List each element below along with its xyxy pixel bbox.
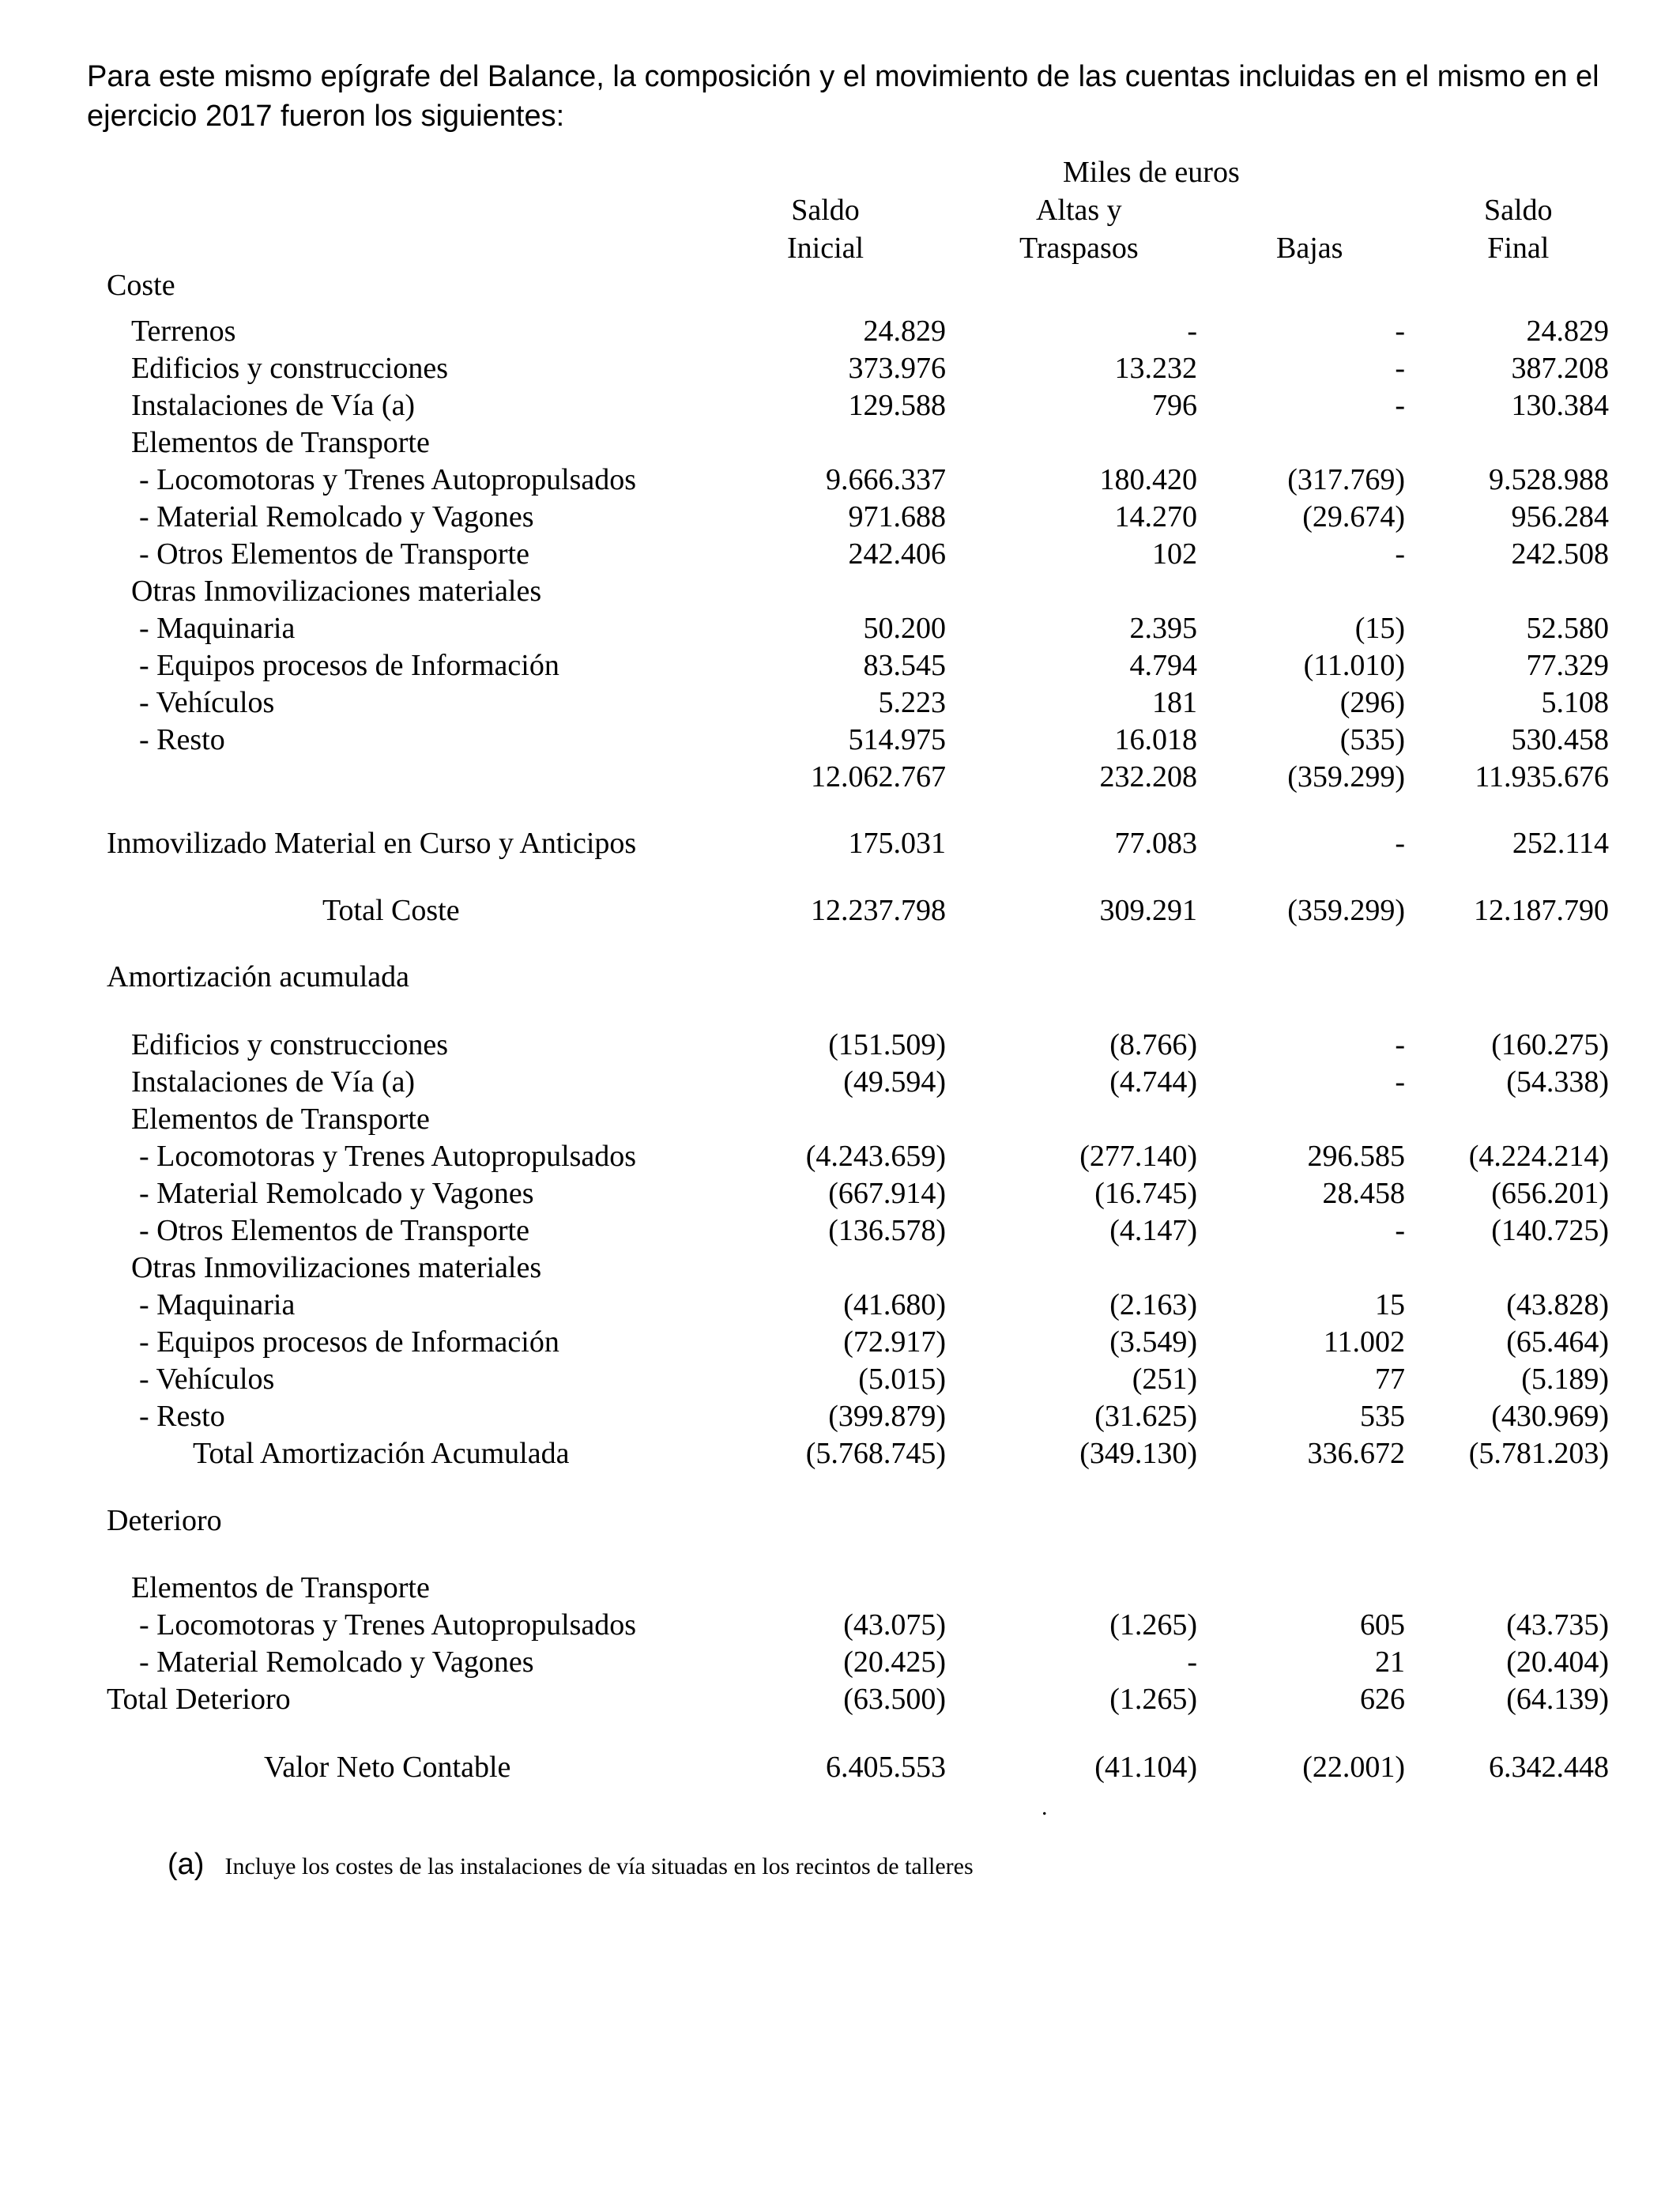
header-line: Traspasos xyxy=(1019,232,1139,265)
row-label: - Locomotoras y Trenes Autopropulsados xyxy=(139,463,637,496)
cell-saldo-inicial: (151.509) xyxy=(828,1028,946,1061)
cell-saldo-inicial: 9.666.337 xyxy=(826,463,946,496)
cell-saldo-inicial: (399.879) xyxy=(828,1400,946,1433)
cell-saldo-final: (430.969) xyxy=(1491,1400,1609,1433)
row-label: Instalaciones de Vía (a) xyxy=(131,389,416,422)
cell-bajas: - xyxy=(1395,827,1405,860)
cell-saldo-inicial: 12.237.798 xyxy=(811,894,946,927)
cell-altas: (3.549) xyxy=(1109,1325,1197,1359)
col-saldo-final-header xyxy=(1484,191,1553,267)
cell-saldo-inicial: 83.545 xyxy=(863,649,946,682)
row-label: - Vehículos xyxy=(139,686,275,719)
cell-bajas: 11.002 xyxy=(1323,1325,1405,1359)
cell-bajas: 21 xyxy=(1375,1646,1405,1679)
cell-bajas: 296.585 xyxy=(1307,1140,1405,1173)
cell-altas: (4.744) xyxy=(1109,1065,1197,1099)
table-row xyxy=(0,684,1680,722)
cell-saldo-final: (65.464) xyxy=(1506,1325,1609,1359)
cell-bajas: (296) xyxy=(1339,686,1405,719)
subtotal-row xyxy=(0,758,1680,796)
row-label: Total Amortización Acumulada xyxy=(193,1437,570,1470)
cell-saldo-final: (20.404) xyxy=(1506,1646,1609,1679)
cell-saldo-inicial: (72.917) xyxy=(843,1325,946,1359)
cell-altas: (1.265) xyxy=(1109,1683,1197,1716)
cell-bajas: 535 xyxy=(1360,1400,1405,1433)
cell-saldo-inicial: 175.031 xyxy=(848,827,946,860)
cell-saldo-inicial: 5.223 xyxy=(878,686,946,719)
cell-saldo-inicial: 971.688 xyxy=(848,500,946,533)
col-altas-header xyxy=(1019,191,1139,267)
cell-bajas: (11.010) xyxy=(1303,649,1405,682)
cell-saldo-final: 6.342.448 xyxy=(1489,1751,1609,1784)
cell-saldo-final: 24.829 xyxy=(1526,315,1609,348)
cell-saldo-final: 530.458 xyxy=(1511,723,1609,756)
stray-dot: . xyxy=(1042,1794,1048,1820)
cell-bajas: - xyxy=(1395,1214,1405,1247)
cell-saldo-inicial: 373.976 xyxy=(848,352,946,385)
row-label: Total Coste xyxy=(322,894,460,927)
table-row xyxy=(0,1397,1680,1435)
row-label: - Locomotoras y Trenes Autopropulsados xyxy=(139,1608,637,1642)
table-row xyxy=(0,824,1680,862)
table-row xyxy=(0,1360,1680,1398)
table-row xyxy=(0,312,1680,350)
cell-saldo-inicial: (20.425) xyxy=(843,1646,946,1679)
cell-altas: 77.083 xyxy=(1114,827,1197,860)
cell-saldo-final: 12.187.790 xyxy=(1474,894,1609,927)
cell-bajas: 336.672 xyxy=(1307,1437,1405,1470)
cell-altas: 16.018 xyxy=(1114,723,1197,756)
cell-saldo-inicial: 242.406 xyxy=(848,537,946,571)
cell-saldo-final: 387.208 xyxy=(1511,352,1609,385)
row-label: Elementos de Transporte xyxy=(131,426,430,459)
section-amortizacion xyxy=(0,958,1680,996)
cell-saldo-final: 9.528.988 xyxy=(1489,463,1609,496)
row-label: - Otros Elementos de Transporte xyxy=(139,1214,529,1247)
cell-altas: 13.232 xyxy=(1114,352,1197,385)
table-row xyxy=(0,1249,1680,1287)
row-label: - Resto xyxy=(139,723,225,756)
table-row xyxy=(0,1026,1680,1064)
cell-saldo-inicial: 6.405.553 xyxy=(826,1751,946,1784)
row-label: - Vehículos xyxy=(139,1363,275,1396)
cell-altas: 181 xyxy=(1152,686,1197,719)
row-label: Terrenos xyxy=(131,315,236,348)
col-bajas-header: Bajas xyxy=(1276,232,1343,265)
table-row xyxy=(0,721,1680,759)
cell-bajas: 15 xyxy=(1375,1288,1405,1321)
row-label: Edificios y construcciones xyxy=(131,352,449,385)
cell-altas: (16.745) xyxy=(1094,1177,1197,1210)
cell-bajas: (535) xyxy=(1339,723,1405,756)
table-row xyxy=(0,609,1680,647)
cell-saldo-inicial: (136.578) xyxy=(828,1214,946,1247)
table-row xyxy=(0,1606,1680,1644)
intro-paragraph: Para este mismo epígrafe del Balance, la composición y el movimiento de las cuentas incluidas en el mismo en el ejercicio 2017 fueron los siguientes: xyxy=(87,60,1599,133)
cell-saldo-inicial: 12.062.767 xyxy=(811,760,946,794)
cell-altas: (8.766) xyxy=(1109,1028,1197,1061)
header-line: Inicial xyxy=(787,232,864,265)
total-deterioro-row xyxy=(0,1680,1680,1718)
valor-neto-row xyxy=(0,1748,1680,1786)
table-row xyxy=(0,1174,1680,1212)
cell-bajas: - xyxy=(1395,315,1405,348)
row-label: Coste xyxy=(107,269,175,302)
cell-saldo-final: (160.275) xyxy=(1491,1028,1609,1061)
row-label: Otras Inmovilizaciones materiales xyxy=(131,575,542,608)
cell-altas: (277.140) xyxy=(1079,1140,1197,1173)
table-row xyxy=(0,1286,1680,1324)
cell-bajas: (15) xyxy=(1354,612,1405,645)
header-line: Final xyxy=(1487,232,1550,265)
row-label: Amortización acumulada xyxy=(107,960,410,993)
row-label: Elementos de Transporte xyxy=(131,1103,430,1136)
cell-saldo-final: 252.114 xyxy=(1512,827,1609,860)
cell-saldo-final: (5.781.203) xyxy=(1468,1437,1609,1470)
row-label: Elementos de Transporte xyxy=(131,1571,430,1604)
cell-saldo-inicial: 24.829 xyxy=(863,315,946,348)
cell-saldo-inicial: (43.075) xyxy=(843,1608,946,1642)
cell-saldo-inicial: 50.200 xyxy=(863,612,946,645)
header-line: Saldo xyxy=(1484,194,1553,227)
total-amortizacion-row xyxy=(0,1434,1680,1472)
table-row xyxy=(0,1212,1680,1250)
table-row xyxy=(0,1063,1680,1101)
cell-saldo-final: 956.284 xyxy=(1511,500,1609,533)
row-label: - Equipos procesos de Información xyxy=(139,649,559,682)
cell-saldo-final: 11.935.676 xyxy=(1475,760,1609,794)
table-row xyxy=(0,1643,1680,1681)
cell-bajas: - xyxy=(1395,537,1405,571)
cell-saldo-inicial: (5.015) xyxy=(858,1363,946,1396)
cell-saldo-inicial: (63.500) xyxy=(843,1683,946,1716)
row-label: Edificios y construcciones xyxy=(131,1028,449,1061)
table-row xyxy=(0,535,1680,573)
cell-saldo-final: 77.329 xyxy=(1526,649,1609,682)
cell-altas: 232.208 xyxy=(1099,760,1197,794)
row-label: - Maquinaria xyxy=(139,612,296,645)
row-label: Total Deterioro xyxy=(107,1683,291,1716)
cell-bajas: (29.674) xyxy=(1302,500,1405,533)
section-deterioro xyxy=(0,1502,1680,1540)
cell-bajas: - xyxy=(1395,1028,1405,1061)
cell-saldo-final: (43.735) xyxy=(1506,1608,1609,1642)
row-label: - Material Remolcado y Vagones xyxy=(139,1177,534,1210)
cell-altas: 309.291 xyxy=(1099,894,1197,927)
row-label: - Maquinaria xyxy=(139,1288,296,1321)
footnote-text: Incluye los costes de las instalaciones de vía situadas en los recintos de talleres xyxy=(224,1853,974,1879)
cell-altas: 2.395 xyxy=(1129,612,1197,645)
cell-saldo-inicial: 514.975 xyxy=(848,723,946,756)
cell-saldo-inicial: (41.680) xyxy=(843,1288,946,1321)
row-label: Valor Neto Contable xyxy=(264,1751,511,1784)
cell-saldo-inicial: (4.243.659) xyxy=(805,1140,946,1173)
cell-bajas: 605 xyxy=(1360,1608,1405,1642)
cell-bajas: - xyxy=(1395,389,1405,422)
cell-bajas: 28.458 xyxy=(1322,1177,1405,1210)
row-label: - Otros Elementos de Transporte xyxy=(139,537,529,571)
table-row xyxy=(0,349,1680,387)
row-label: Instalaciones de Vía (a) xyxy=(131,1065,416,1099)
cell-saldo-inicial: (49.594) xyxy=(843,1065,946,1099)
table-row xyxy=(0,461,1680,499)
header-line: Saldo xyxy=(791,194,860,227)
total-coste-row xyxy=(0,892,1680,929)
row-label: - Material Remolcado y Vagones xyxy=(139,1646,534,1679)
cell-bajas: (22.001) xyxy=(1302,1751,1405,1784)
cell-altas: (1.265) xyxy=(1109,1608,1197,1642)
cell-saldo-inicial: 129.588 xyxy=(848,389,946,422)
cell-altas: (349.130) xyxy=(1079,1437,1197,1470)
cell-saldo-final: 130.384 xyxy=(1511,389,1609,422)
row-label: Otras Inmovilizaciones materiales xyxy=(131,1251,542,1284)
cell-saldo-final: 5.108 xyxy=(1541,686,1609,719)
cell-saldo-inicial: (667.914) xyxy=(828,1177,946,1210)
header-line: Altas y xyxy=(1035,194,1122,227)
table-row xyxy=(0,424,1680,462)
row-label: - Locomotoras y Trenes Autopropulsados xyxy=(139,1140,637,1173)
row-label: Inmovilizado Material en Curso y Anticipos xyxy=(107,827,637,860)
row-label: - Equipos procesos de Información xyxy=(139,1325,559,1359)
cell-bajas: (359.299) xyxy=(1287,760,1405,794)
cell-saldo-inicial: (5.768.745) xyxy=(805,1437,946,1470)
cell-altas: (2.163) xyxy=(1109,1288,1197,1321)
cell-bajas: (359.299) xyxy=(1287,894,1405,927)
table-row xyxy=(0,498,1680,536)
table-row xyxy=(0,1569,1680,1607)
cell-bajas: - xyxy=(1395,352,1405,385)
cell-altas: (31.625) xyxy=(1094,1400,1197,1433)
cell-saldo-final: 52.580 xyxy=(1526,612,1609,645)
cell-saldo-final: (64.139) xyxy=(1506,1683,1609,1716)
section-coste xyxy=(0,266,1680,304)
cell-bajas: 77 xyxy=(1375,1363,1405,1396)
cell-bajas: - xyxy=(1395,1065,1405,1099)
footnote-marker: (a) xyxy=(168,1848,205,1881)
cell-saldo-final: (43.828) xyxy=(1506,1288,1609,1321)
cell-bajas: 626 xyxy=(1360,1683,1405,1716)
cell-altas: - xyxy=(1187,315,1197,348)
cell-altas: 180.420 xyxy=(1099,463,1197,496)
table-row xyxy=(0,1323,1680,1361)
cell-altas: - xyxy=(1187,1646,1197,1679)
cell-saldo-final: (656.201) xyxy=(1491,1177,1609,1210)
cell-altas: 796 xyxy=(1152,389,1197,422)
cell-saldo-final: (4.224.214) xyxy=(1468,1140,1609,1173)
cell-saldo-final: (5.189) xyxy=(1521,1363,1609,1396)
row-label: - Resto xyxy=(139,1400,225,1433)
cell-altas: (251) xyxy=(1132,1363,1197,1396)
row-label: - Material Remolcado y Vagones xyxy=(139,500,534,533)
cell-saldo-final: (54.338) xyxy=(1506,1065,1609,1099)
table-row xyxy=(0,1137,1680,1175)
unit-header: Miles de euros xyxy=(1063,156,1240,189)
cell-saldo-final: 242.508 xyxy=(1511,537,1609,571)
cell-saldo-final: (140.725) xyxy=(1491,1214,1609,1247)
cell-altas: (41.104) xyxy=(1094,1751,1197,1784)
cell-altas: 102 xyxy=(1152,537,1197,571)
col-saldo-inicial-header xyxy=(787,191,864,267)
row-label: Deterioro xyxy=(107,1504,222,1537)
cell-altas: 4.794 xyxy=(1129,649,1197,682)
footnote xyxy=(168,1848,974,1882)
table-row xyxy=(0,572,1680,610)
cell-altas: 14.270 xyxy=(1114,500,1197,533)
cell-bajas: (317.769) xyxy=(1287,463,1405,496)
cell-altas: (4.147) xyxy=(1109,1214,1197,1247)
table-row xyxy=(0,1100,1680,1138)
table-row xyxy=(0,647,1680,684)
table-row xyxy=(0,386,1680,424)
